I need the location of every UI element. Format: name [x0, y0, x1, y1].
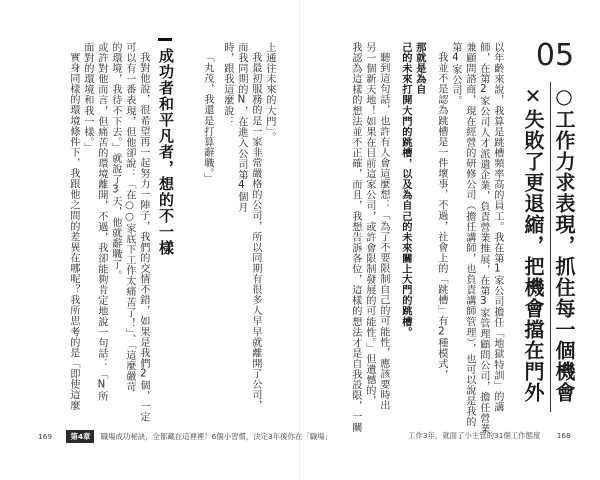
left-body-col-8: 或許對他而言，但痛苦的環境離開，不過，我卻能夠肯定地說一句話：「N所	[95, 42, 107, 402]
left-body-col-3: 而我同期的N，在進入公司第4個月	[235, 42, 247, 213]
right-bold-line-2: 己的未來打開大門的跳槽，以及為自己的未來關上大門的跳槽。	[399, 42, 411, 338]
left-body-col-6: 可以有一番表現，但他卻說：「在○○家底下工作太痛苦了！」、「這麼嚴苛	[123, 42, 135, 393]
left-quote-1: 「丸茂，我還是打算辭職。」	[201, 52, 213, 185]
left-footer	[38, 430, 332, 443]
section-heading-bar	[158, 38, 172, 41]
chapter-subtitle-text: 失敗了更退縮，把機會擋在門外	[521, 109, 545, 403]
right-body-col-10: 我認為這樣的想法並不正確，而且，我想告訴各位，這樣的想法才是自我設限，一關	[349, 42, 361, 433]
chapter-subtitle	[520, 84, 546, 403]
left-body-col-1: 上通往未來的大門」。	[263, 42, 275, 143]
left-footer-text: 職場成功秘訣，全都藏在這裡裡！6個小習慣，決定3年後你在「職場」	[100, 432, 332, 441]
left-body-col-2: 我最初服務的是一家非常嚴格的公司，所以同期有很多人早早就離開了公司，	[249, 52, 261, 411]
cross-mark-icon: ✕	[521, 84, 545, 109]
right-bold-line-1: 那就是為自	[413, 42, 425, 95]
right-body-col-9: 另一個新天地！如果在目前這家公司，或許會限制發展的可能性。」但遺憾的，	[363, 42, 375, 407]
right-body-col-6-bold	[412, 42, 426, 95]
left-body-col-10: 實身同樣的環境條件下，我跟他之間的差異在哪呢？我所思考的是「即使這麼	[67, 52, 79, 411]
right-body-col-7-bold	[398, 42, 412, 337]
right-body-col-3: 兼顧問諮商，現在經營的研修公司（擔任講師，也負責講師管理），也可以說是我的	[463, 42, 475, 428]
left-body-col-5: 我對他說，很希望再一起努力一陣子，我們的交情不錯，如果是我們2個，一定	[137, 52, 149, 423]
section-heading: 成功者和平凡者，想的不一樣	[157, 48, 175, 256]
right-body-col-4: 第4家公司。	[449, 42, 461, 107]
chapter-title	[551, 84, 577, 403]
left-footer-chapter-badge: 第4章	[66, 430, 94, 443]
right-footer-text: 工作3年，就面了小主管的31個工作態度	[408, 431, 541, 440]
left-body-col-9: 面對的環境和我一樣。」	[81, 42, 93, 153]
left-page-number: 169	[38, 432, 53, 441]
chapter-title-text: 工作力求表現，抓住每一個機會	[552, 109, 576, 403]
left-body-col-4: 時，跟我這麼說：	[221, 42, 233, 127]
left-body-col-7: 的環境，我待不下去。」就說了3天，他就辭職了。	[109, 42, 121, 281]
right-body-col-5: 我並不是認為跳槽是一件壞事，不過，社會上的「跳槽」有2種模式，	[435, 52, 447, 380]
right-body-col-2: 師，在第2家公司人才派遣企業，負責營業推展，在第3家管理顧問公司，擔任營業	[477, 42, 489, 434]
right-footer	[408, 430, 571, 441]
right-page-number: 168	[556, 431, 571, 440]
chapter-number: 05	[535, 38, 575, 73]
right-body-col-8: 聽到這句話，也許有人會這麼想：「為了不要限制自己的可能性，應該要時出	[377, 52, 389, 411]
right-body-col-1: 以年齡來說，我算是跳槽頻率高的員工。我在第1家公司擔任「地獄特訓」的講	[491, 42, 503, 413]
circle-mark-icon: ○	[552, 84, 576, 109]
